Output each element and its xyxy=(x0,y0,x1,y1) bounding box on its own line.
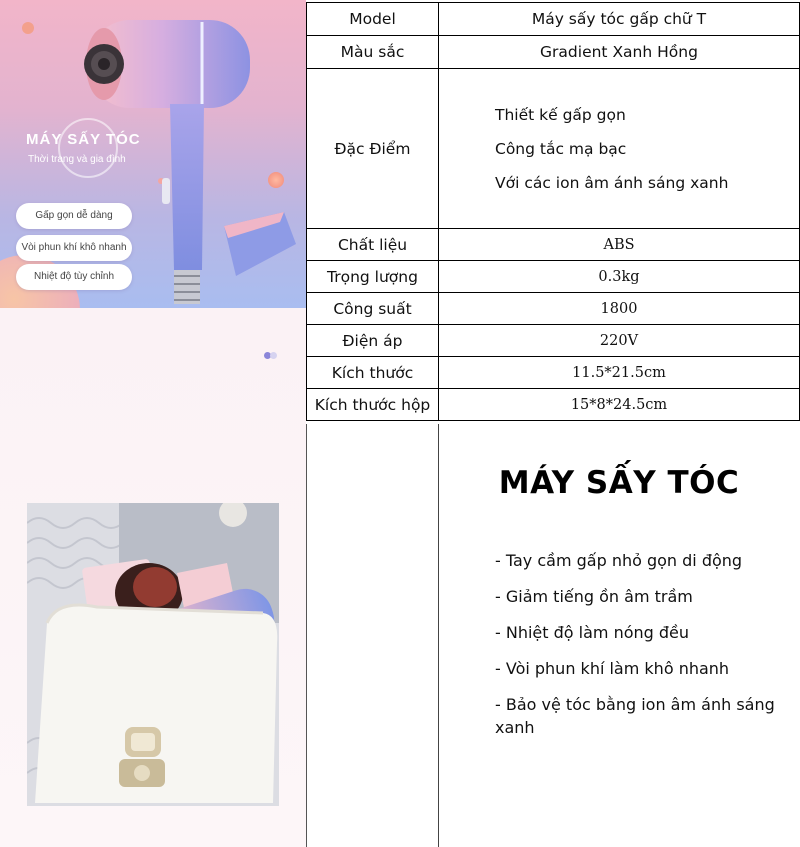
feature-line: Với các ion âm ánh sáng xanh xyxy=(495,173,729,192)
banner-title: MÁY SẤY TÓC xyxy=(26,131,141,148)
spec-label: Kích thước xyxy=(307,357,439,389)
spec-value: 1800 xyxy=(439,293,800,325)
decor-dot xyxy=(22,22,34,34)
spec-label: Kích thước hộp xyxy=(307,389,439,421)
bag-with-dryer-image xyxy=(27,503,279,806)
spec-label: Điện áp xyxy=(307,325,439,357)
spec-value: 220V xyxy=(439,325,800,357)
table-row xyxy=(307,325,800,357)
spec-label: Model xyxy=(307,3,439,36)
table-row xyxy=(307,357,800,389)
feature-line: Thiết kế gấp gọn xyxy=(495,105,626,124)
table-row xyxy=(307,36,800,69)
table-row xyxy=(307,293,800,325)
spec-value-features xyxy=(439,69,800,229)
table-row xyxy=(307,229,800,261)
spec-table xyxy=(306,2,800,421)
spec-value: ABS xyxy=(439,229,800,261)
description-bullets xyxy=(495,549,775,752)
spec-value: 11.5*21.5cm xyxy=(439,357,800,389)
spec-value: Gradient Xanh Hồng xyxy=(439,36,800,69)
spec-label: Công suất xyxy=(307,293,439,325)
spec-value: 0.3kg xyxy=(439,261,800,293)
spec-label: Đặc Điểm xyxy=(307,69,439,229)
spec-label: Màu sắc xyxy=(307,36,439,69)
feature-pill: Vòi phun khí khô nhanh xyxy=(16,235,132,261)
table-row xyxy=(307,261,800,293)
column-divider xyxy=(306,424,307,847)
product-banner xyxy=(0,0,306,308)
banner-subtitle: Thời trang và gia đình xyxy=(28,154,126,165)
spec-value: Máy sấy tóc gấp chữ T xyxy=(439,3,800,36)
list-item: - Nhiệt độ làm nóng đều xyxy=(495,623,690,642)
table-row xyxy=(307,389,800,421)
spec-label: Trọng lượng xyxy=(307,261,439,293)
list-item: - Giảm tiếng ồn âm trầm xyxy=(495,587,693,606)
table-row xyxy=(307,3,800,36)
list-item: - Vòi phun khí làm khô nhanh xyxy=(495,659,730,678)
feature-pill: Nhiệt độ tùy chỉnh xyxy=(16,264,132,290)
feature-line: Công tắc mạ bạc xyxy=(495,139,627,158)
list-item: - Bảo vệ tóc bằng ion âm ánh sáng xanh xyxy=(495,695,775,737)
carousel-indicator[interactable] xyxy=(264,352,278,359)
spec-label: Chất liệu xyxy=(307,229,439,261)
description-heading: MÁY SẤY TÓC xyxy=(498,465,740,501)
feature-pill: Gấp gọn dễ dàng xyxy=(16,203,132,229)
table-row xyxy=(307,69,800,229)
list-item: - Tay cầm gấp nhỏ gọn di động xyxy=(495,551,743,570)
carousel-dot[interactable] xyxy=(270,352,277,359)
spec-value: 15*8*24.5cm xyxy=(439,389,800,421)
product-photo xyxy=(27,503,279,806)
